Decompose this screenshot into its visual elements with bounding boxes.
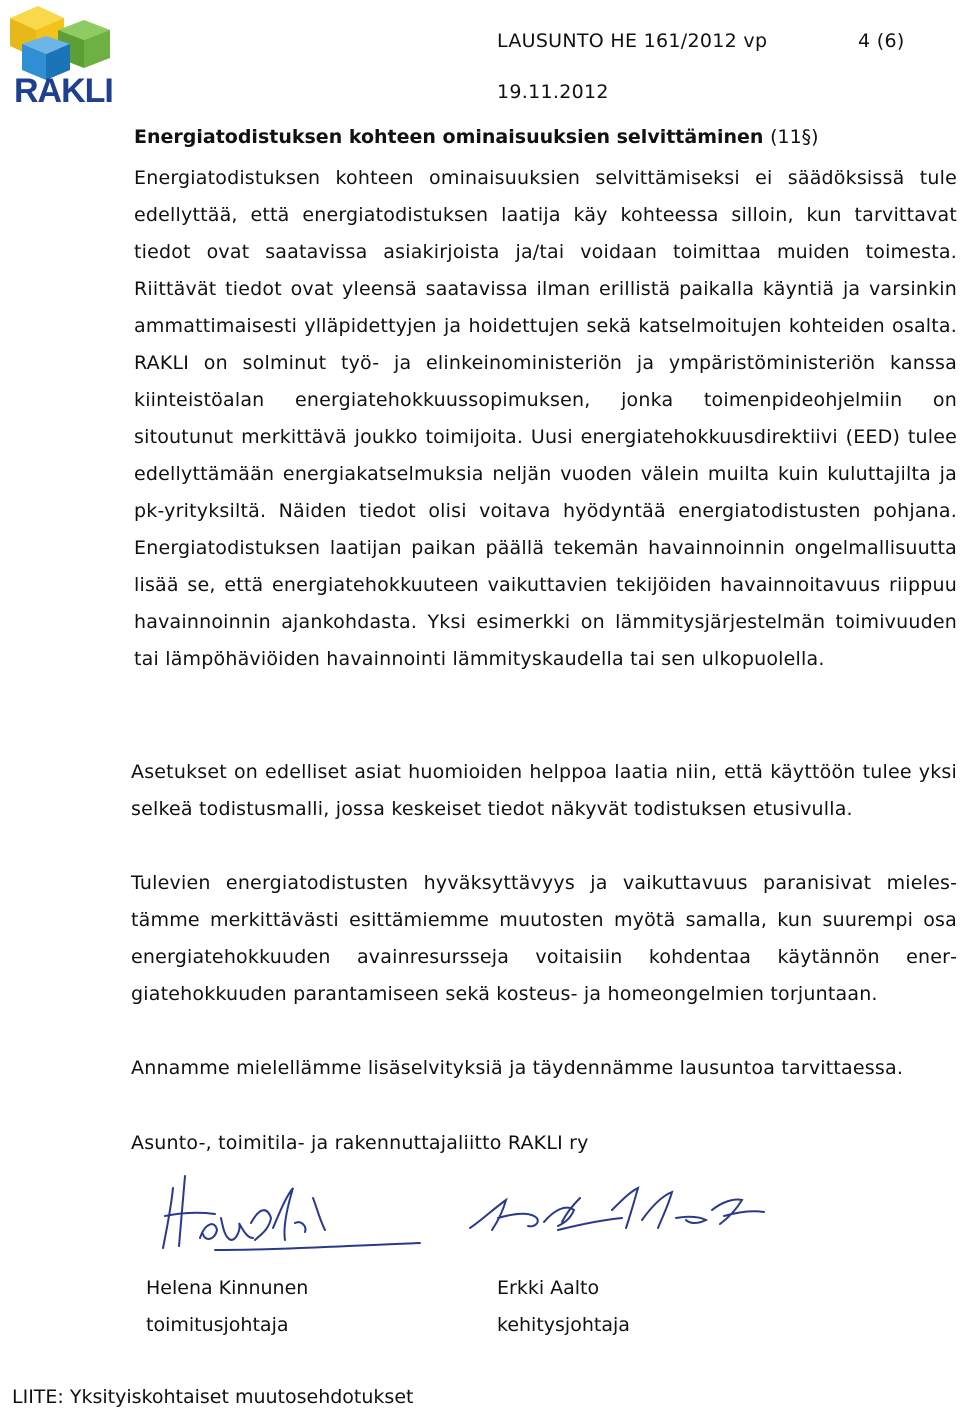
signatory-name: Helena Kinnunen <box>146 1277 309 1299</box>
paragraph-single-model: Asetukset on edelliset asiat huomioiden helppoa laatia niin, että käyttöön tulee yksi selkeä todistusmalli, jossa keskeiset tiedot näkyvät todistuksen etusivulla. <box>131 761 957 820</box>
signatory-name: Erkki Aalto <box>497 1277 600 1299</box>
paragraph-closing: Annamme mielellämme lisäselvityksiä ja täydennämme lausuntoa tarvittaessa. <box>131 1057 904 1079</box>
document-title: LAUSUNTO HE 161/2012 vp <box>497 30 768 52</box>
page-number: 4 (6) <box>858 30 905 52</box>
rakli-logo <box>0 0 122 108</box>
signatory-aalto <box>497 1270 630 1344</box>
document-date: 19.11.2012 <box>497 81 609 103</box>
section-heading-text: Energiatodistuksen kohteen ominaisuuksien selvittäminen <box>134 126 764 148</box>
attachment-note: LIITE: Yksityiskohtaiset muutosehdotukset <box>12 1386 414 1408</box>
signature-kinnunen <box>155 1168 430 1258</box>
signatory-title: kehitysjohtaja <box>497 1314 630 1336</box>
organization-name: Asunto-, toimitila- ja rakennuttajaliitto RAKLI ry <box>131 1132 589 1154</box>
section-body-paragraph: Energiatodistuksen kohteen ominaisuuksien selvittämiseksi ei säädöksissä tule edellyttää, että energiatodistuksen laatija käy kohteessa silloin, kun tarvittavat tiedot ovat saatavissa asiakirjoista ja/tai voidaan toimittaa muiden toimesta. Riittävät tiedot ovat yleensä saatavissa ilman erillistä paikalla käyntiä ja varsinkin ammattimaisesti ylläpidettyjen ja hoidettujen sekä katselmoitujen kohteiden osalta. RAKLI on solminut työ- ja elinkeinoministeriön ja ympäristöministeriön kanssa kiinteistöalan energiatehokkuussopimuksen, jonka toimenpideohjelmiin on sitoutunut merkittävä joukko toimijoita. Uusi energiatehokkuusdirektiivi (EED) tulee edellyttämään energiakatselmuksia neljän vuoden välein muilta kuin kuluttajilta ja pk-yrityksiltä. Näiden tiedot olisi voitava hyödyntää energiatodistusten pohjana. Energiatodistuksen laatijan paikan päällä tekemän havainnoinnin ongelmallisuutta lisää se, että energiatehokkuuteen vaikuttavien tekijöiden havainnoitavuus riippuu havainnoinnin ajankohdasta. Yksi esimerkki on lämmitysjärjestelmän toimivuuden tai lämpöhäviöiden havainnointi lämmityskaudella tai sen ulkopuolella. <box>134 167 957 670</box>
signatory-title: toimitusjohtaja <box>146 1314 289 1336</box>
logo-text: RAKLI <box>14 72 113 108</box>
signature-aalto <box>462 1180 772 1240</box>
section-reference: (11§) <box>770 126 819 148</box>
signatory-kinnunen <box>146 1270 308 1344</box>
paragraph-acceptability: Tulevien energiatodistusten hyväksyttävyys ja vaikuttavuus paranisivat mielestämme merkittävästi esittämiemme muutosten myötä samalla, kun suurempi osa energiatehokkuuden avainresursseja voitaisiin kohdentaa käytännön energiatehokkuuden parantamiseen sekä kosteus- ja homeongelmien torjuntaan. <box>131 872 957 1005</box>
section-heading <box>134 126 819 148</box>
